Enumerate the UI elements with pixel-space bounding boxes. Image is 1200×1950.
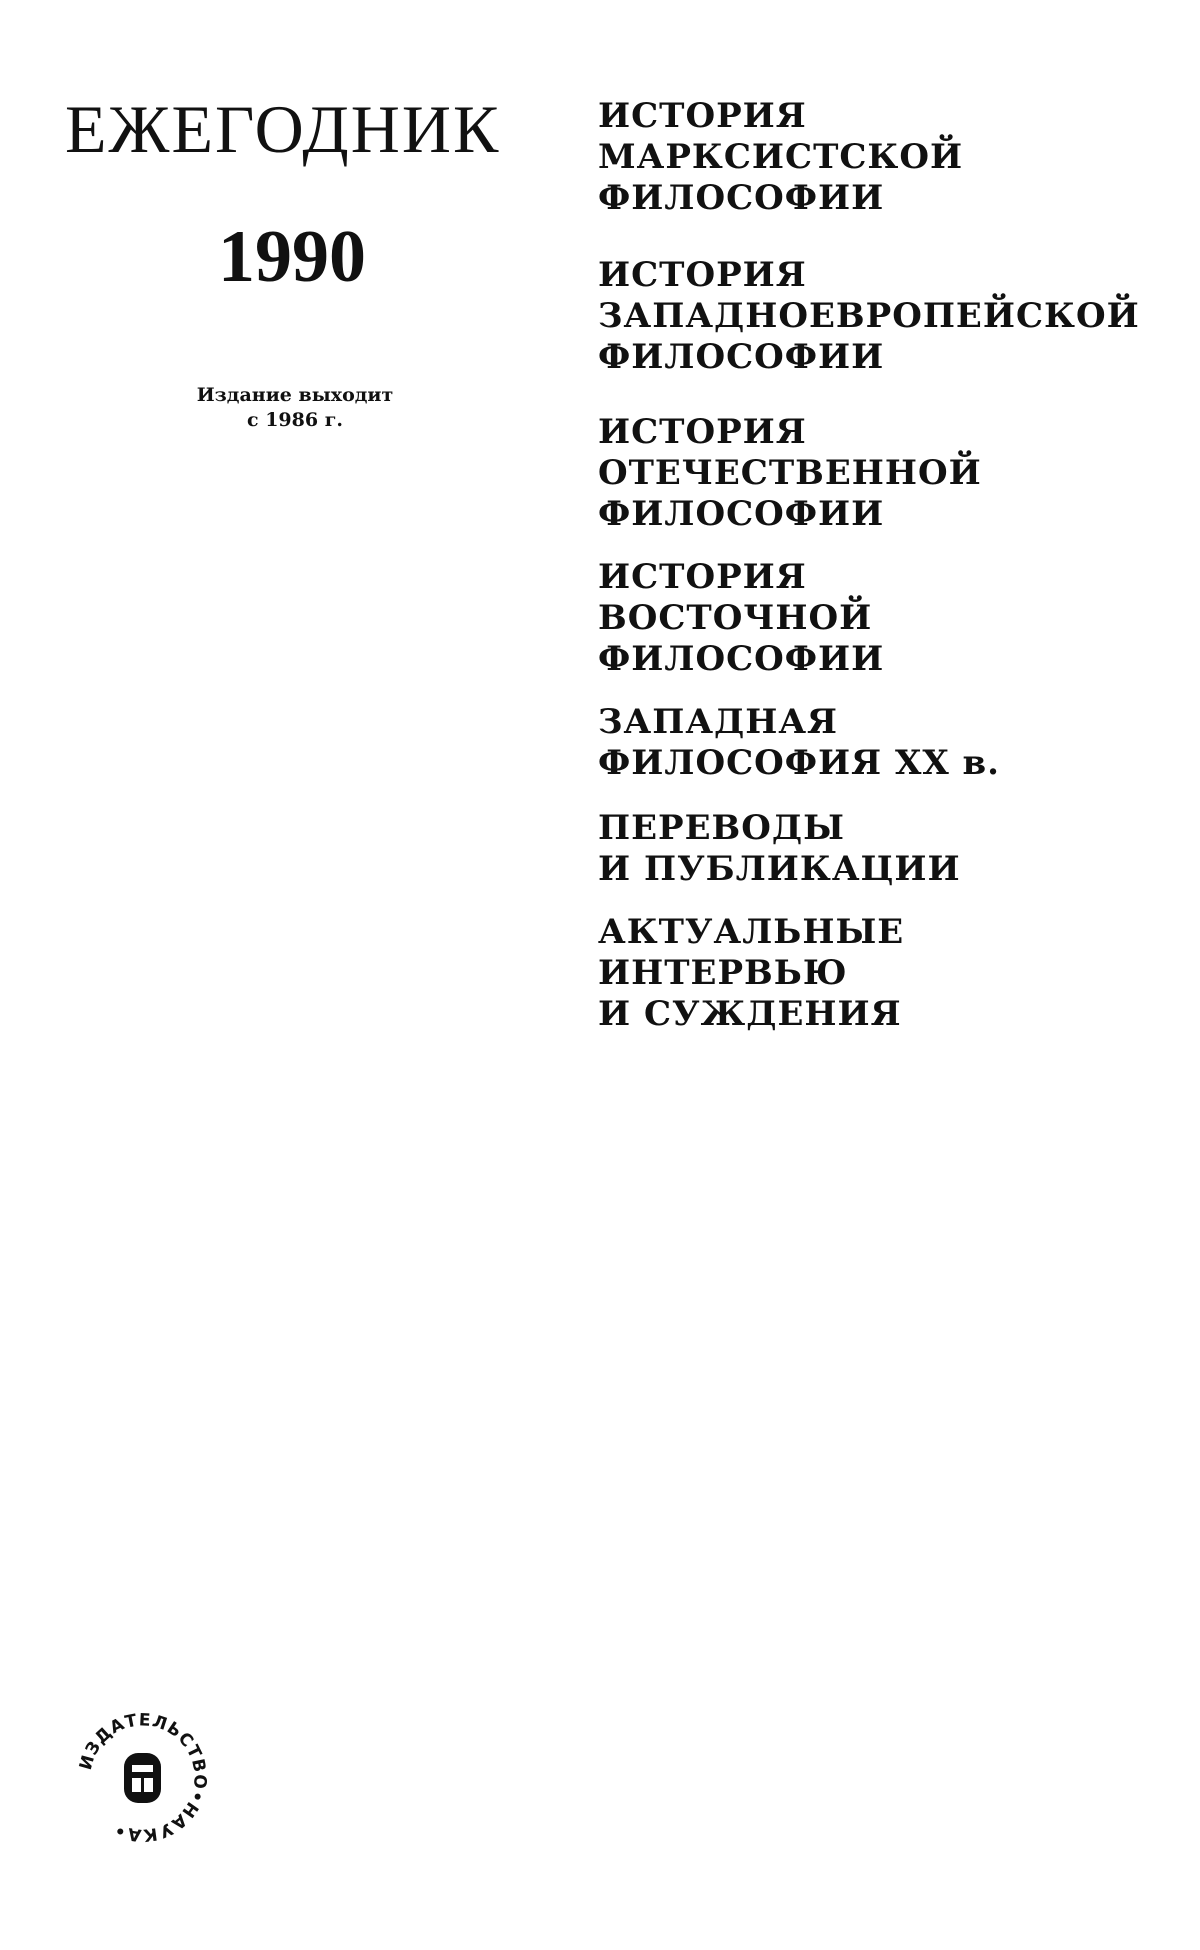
section-national-philosophy xyxy=(598,412,1188,535)
seal-emblem-bar xyxy=(132,1765,153,1772)
section-line: ИНТЕРВЬЮ xyxy=(598,953,848,993)
section-line: ВОСТОЧНОЙ xyxy=(598,598,873,638)
seal-emblem-block xyxy=(144,1778,153,1792)
section-line: АКТУАЛЬНЫЕ xyxy=(598,912,905,952)
section-eastern-philosophy xyxy=(598,557,1188,680)
edition-note-line: с 1986 г. xyxy=(247,409,343,431)
section-line: ИСТОРИЯ xyxy=(598,255,807,295)
section-line: ФИЛОСОФИИ xyxy=(598,494,885,534)
edition-note-line: Издание выходит xyxy=(196,384,394,406)
section-line: ИСТОРИЯ xyxy=(598,412,807,452)
publisher-seal-icon xyxy=(70,1705,215,1850)
section-line: И СУЖДЕНИЯ xyxy=(598,994,902,1034)
section-line: ОТЕЧЕСТВЕННОЙ xyxy=(598,453,982,493)
yearbook-year: 1990 xyxy=(218,216,366,298)
section-line: ЗАПАДНОЕВРОПЕЙСКОЙ xyxy=(598,296,1140,336)
publisher-seal-text: ИЗДАТЕЛЬСТВО•НАУКА• xyxy=(75,1710,210,1845)
seal-emblem xyxy=(124,1753,161,1803)
section-line: ИСТОРИЯ xyxy=(598,557,807,597)
yearbook-title: ЕЖЕГОДНИК xyxy=(65,91,501,167)
section-line: МАРКСИСТСКОЙ xyxy=(598,137,964,177)
section-interviews-and-opinions xyxy=(598,912,1188,1035)
section-translations-and-publications xyxy=(598,808,1188,890)
edition-note xyxy=(170,383,420,433)
section-line: ФИЛОСОФИИ xyxy=(598,337,885,377)
section-western-philosophy-20th-century xyxy=(598,702,1188,784)
section-western-european-philosophy xyxy=(598,255,1188,378)
section-line: ЗАПАДНАЯ xyxy=(598,702,839,742)
section-line: ФИЛОСОФИЯ XX в. xyxy=(598,743,1000,783)
section-list xyxy=(598,96,1188,1035)
section-line: ПЕРЕВОДЫ xyxy=(598,808,845,848)
section-marxist-philosophy xyxy=(598,96,1188,219)
section-line: ФИЛОСОФИИ xyxy=(598,639,885,679)
section-line: ФИЛОСОФИИ xyxy=(598,178,885,218)
seal-emblem-block xyxy=(132,1778,141,1792)
section-line: И ПУБЛИКАЦИИ xyxy=(598,849,961,889)
section-line: ИСТОРИЯ xyxy=(598,96,807,136)
